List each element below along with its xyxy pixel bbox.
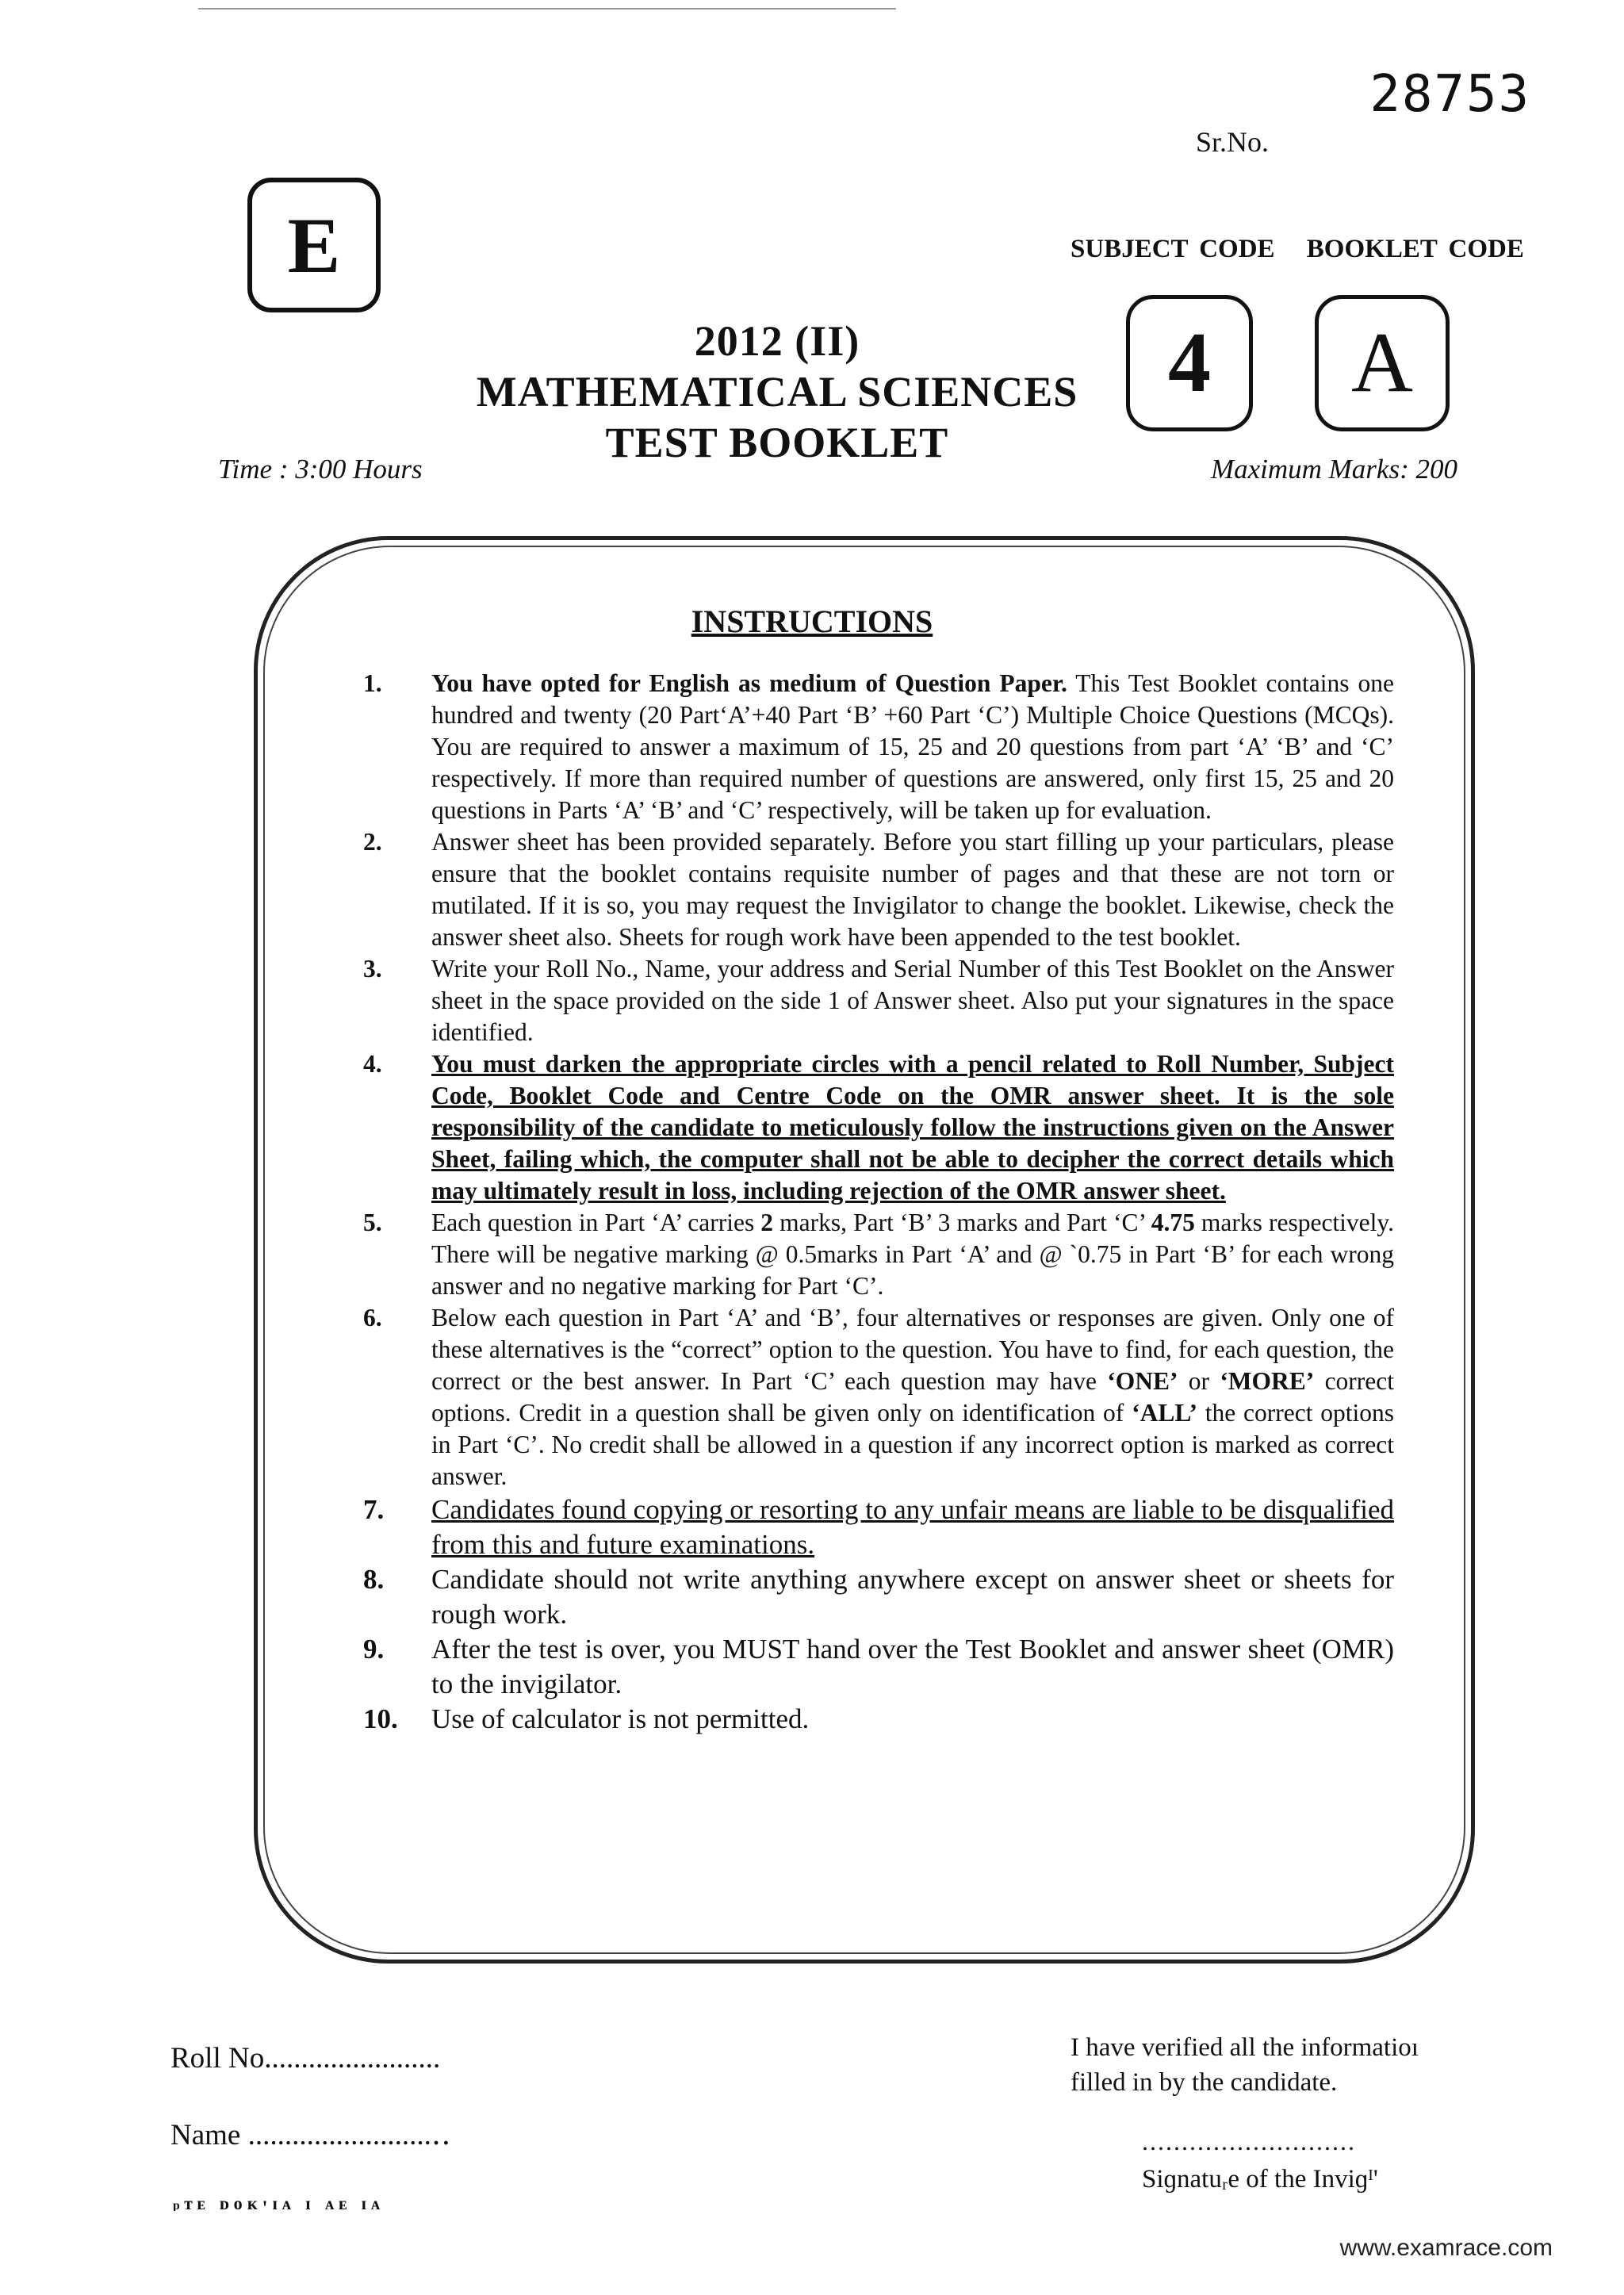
instruction-item-9: 9. After the test is over, you MUST hand over the Test Booklet and answer sheet (OMR) to the invigilator. bbox=[363, 1634, 1394, 1699]
instruction-item-6: 6. Below each question in Part ‘A’ and ‘B’, four alternatives or responses are given. Only one of these alternatives is the “correct” option to the question. You have to find, for each question, the correct or the best answer. In Part ‘C’ each question may have ‘ONE’ or ‘MORE’ correct options. Credit in a question shall be given only on identification of ‘ALL’ the correct options in Part ‘C’. No credit shall be allowed in a question if any incorrect option is marked as correct answer. bbox=[363, 1304, 1395, 1490]
instructions-heading: INSTRUCTIONS bbox=[691, 603, 933, 639]
booklet-code-label: BOOKLET CODE bbox=[1306, 235, 1524, 263]
roll-no-field: Roll No........................ bbox=[170, 2042, 441, 2075]
scan-top-line bbox=[198, 8, 896, 10]
language-code-box: E bbox=[247, 178, 381, 312]
instructions-list bbox=[363, 668, 1394, 1737]
instruction-item-7: 7. Candidates found copying or resorting to any unfair means are liable to be disqualified from this and future examinations. bbox=[363, 1494, 1394, 1560]
maximum-marks: Maximum Marks: 200 bbox=[1210, 454, 1457, 485]
instruction-item-2: 2. Answer sheet has been provided separately. Before you start filling up your particulars, please ensure that the booklet contains requisite number of pages and that these are not torn or mutilated. If it is so, you may request the Invigilator to change the booklet. Likewise, check the answer sheet also. Sheets for rough work have been appended to the test booklet. bbox=[363, 828, 1394, 951]
instruction-item-8: 8. Candidate should not write anything anywhere except on answer sheet or sheets for rough work. bbox=[363, 1564, 1394, 1630]
verify-line-2: filled in by the candidate. bbox=[1071, 2068, 1338, 2097]
serial-number: 28753 bbox=[1369, 65, 1530, 124]
serial-label: Sr.No. bbox=[1196, 126, 1270, 158]
invigilator-signature-label: Siɡnatuᵣe of the Inviɡᴵ' bbox=[1142, 2165, 1378, 2193]
instruction-item-3: 3. Write your Roll No., Name, your address and Serial Number of this Test Booklet on the Answer sheet in the space provided on the side 1 of Answer sheet. Also put your signatures in the space identified. bbox=[363, 955, 1394, 1046]
subject-code-box: 4 bbox=[1126, 295, 1253, 431]
booklet-code-box: A bbox=[1315, 295, 1450, 431]
subject-code-label: SUBJECT CODE bbox=[1071, 235, 1275, 263]
signature-line: ........................... bbox=[1142, 2127, 1356, 2155]
instruction-item-5: 5. Each question in Part ‘A’ carries 2 marks, Part ‘B’ 3 marks and Part ‘C’ 4.75 marks respectively. There will be negative marking @ 0.5marks in Part ‘A’ and @ `0.75 in Part ‘B’ for each wrong answer and no negative marking for Part ‘C’. bbox=[363, 1209, 1394, 1300]
title-subject: MATHEMATICAL SCIENCES bbox=[476, 368, 1078, 416]
verify-line-1: I have verified all the informatioı bbox=[1071, 2033, 1419, 2062]
time-allowed: Time : 3:00 Hours bbox=[218, 454, 423, 485]
booklet-title bbox=[476, 316, 1078, 468]
invigilator-verification bbox=[1071, 2030, 1483, 2100]
code-labels bbox=[1071, 235, 1545, 264]
instruction-item-4: 4. You must darken the appropriate circles with a pencil related to Roll Number, Subject Code, Booklet Code and Centre Code on the OMR answer sheet. It is the sole responsibility of the candidate to meticulously follow the instructions given on the Answer Sheet, failing which, the computer shall not be able to decipher the correct details which may ultimately result in loss, including rejection of the OMR answer sheet. bbox=[363, 1050, 1394, 1205]
title-booklet: TEST BOOKLET bbox=[605, 419, 949, 466]
name-field: Name .........................‥ bbox=[170, 2119, 451, 2151]
instruction-item-1: 1. You have opted for English as medium of Question Paper. This Test Booklet contains one hundred and twenty (20 Part‘A’+40 Part ‘B’ +60 Part ‘C’) Multiple Choice Questions (MCQs). You are required to answer a maximum of 15, 25 and 20 questions from part ‘A’ ‘B’ and ‘C’ respectively. If more than required number of questions are answered, only first 15, 25 and 20 questions in Parts ‘A’ ‘B’ and ‘C’ respectively, will be taken up for evaluation. bbox=[363, 669, 1394, 824]
instruction-item-10: 10. Use of calculator is not permitted. bbox=[363, 1703, 810, 1734]
booklet-footer-code: ᵖᵀᴱ ᴰᴼᴷ'ᴵᴬ ᴵ ᴬᴱ ᴵᴬ bbox=[173, 2197, 385, 2211]
title-year: 2012 (II) bbox=[694, 317, 860, 365]
watermark-url: www.examrace.com bbox=[1339, 2235, 1553, 2261]
